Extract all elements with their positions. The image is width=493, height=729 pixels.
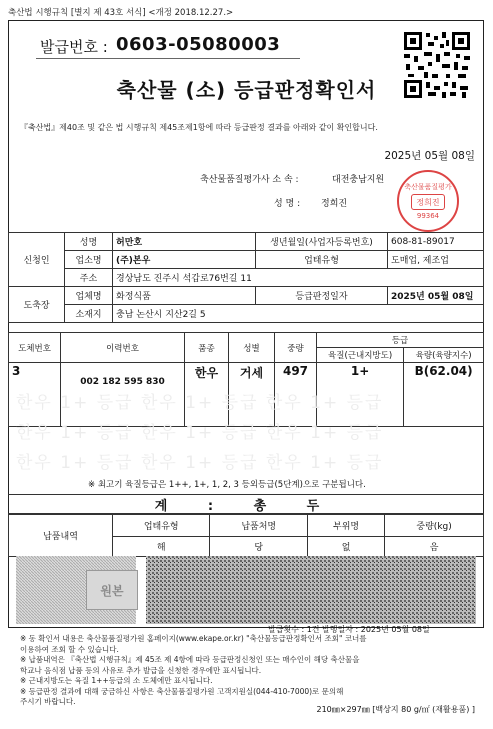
slaughter-company-label: 업체명 (65, 287, 113, 305)
address: 경상남도 진주시 석갑로76번길 11 (113, 269, 484, 287)
slaughter-group-label: 도축장 (9, 287, 65, 323)
note-line: 이용하여 조회 할 수 있습니다. (20, 644, 119, 654)
grading-date: 2025년 05월 08일 (388, 287, 484, 305)
carcass-no: 3 (9, 363, 61, 427)
slaughter-company: 화정식품 (113, 287, 256, 305)
weight-header: 중량 (275, 333, 317, 363)
sex: 거세 (229, 363, 275, 427)
applicant-birth: 608-81-89017 (388, 233, 484, 251)
grade-footnote: ※ 최고기 육질등급은 1++, 1+, 1, 2, 3 등외등급(5단계)으로 구분됩니다. (88, 480, 366, 490)
watermark-line: 한우 1+ 등급 한우 1+ 등급 한우 1+ 등급 (16, 423, 384, 443)
delivery-table (8, 514, 484, 557)
watermark-line: 한우 1+ 등급 한우 1+ 등급 한우 1+ 등급 (16, 393, 384, 413)
inspector-name-label: 성 명 : (274, 199, 301, 209)
delivery-row-label: 납품내역 (9, 515, 113, 557)
delivery-value: 당 (210, 537, 307, 557)
inspector-label: 축산물품질평가사 소 속 : (200, 175, 299, 185)
note-line: ※ 근내지방도는 육질 1++등급의 소 도체에만 표시됩니다. (20, 676, 213, 685)
applicant-birth-label: 생년월일(사업자등록번호) (256, 233, 388, 251)
note-line: 학교나 음식점 납품 등의 사유로 추가 발급을 신청한 경우에만 표시됩니다. (20, 665, 262, 675)
seal-top-text: 축산물품질평가 (404, 183, 452, 191)
address-label: 주소 (65, 269, 113, 287)
note-line: ※ 납품내역은 『축산법 시행규칙』제 45조 제 4항에 따라 등급판정신청인 또는 매수인이 해당 축산물을 (20, 655, 360, 664)
delivery-header-biz-type: 업태유형 (113, 515, 210, 537)
applicant-table (8, 232, 484, 323)
note-line: ※ 동 확인서 내용은 축산물품질평가원 홈페이지(www.ekape.or.kr) "축산물등급판정확인서 조회" 코너를 (20, 634, 367, 643)
paper-spec: 210㎜×297㎜ [백상지 80 g/㎡ (재활용품) ] (316, 705, 475, 714)
carcass-no-header: 도체번호 (9, 333, 61, 363)
total-head-count: 계 : 총 두 (8, 494, 484, 514)
security-pattern (16, 556, 476, 624)
yield-grade: B(62.04) (404, 363, 484, 427)
delivery-value: 없 (307, 537, 384, 557)
watermark-line: 한우 1+ 등급 한우 1+ 등급 한우 1+ 등급 (16, 453, 384, 473)
weight: 497 (275, 363, 317, 427)
applicant-name: 허만호 (113, 233, 256, 251)
meat-grade: 1+ (317, 363, 404, 427)
issue-info: 발급횟수 : 1건 발행일자 : 2025년 05월 08일 (268, 625, 430, 634)
delivery-header-cut: 부위명 (307, 515, 384, 537)
grading-date-label: 등급판정일자 (256, 287, 388, 305)
inspector-affiliation (200, 172, 385, 185)
cert-number-underline (36, 58, 300, 59)
delivery-header-recipient: 납품처명 (210, 515, 307, 537)
note-line: ※ 등급판정 결과에 대해 궁금하신 사항은 축산물품질평가원 고객지원실(044-410-7000)로 문의해 (20, 686, 344, 696)
seal-bottom-text: 99364 (416, 212, 440, 220)
business-name-label: 업소명 (65, 251, 113, 269)
form-note: 축산법 시행규칙 [별지 제 43호 서식] <개정 2018.12.27.> (8, 8, 234, 18)
yield-grade-header: 육량(육량지수) (404, 348, 484, 363)
delivery-header-weight: 중량(kg) (385, 515, 484, 537)
issue-date: 2025년 05월 08일 (384, 150, 475, 162)
note-line: 주시기 바랍니다. (20, 697, 76, 706)
law-statement: 『축산법』제40조 및 같은 법 시행규칙 제45조제1항에 따라 등급판정 결과를 아래와 같이 확인합니다. (20, 123, 378, 132)
cert-number-label: 발급번호 : (40, 38, 108, 56)
inspector-seal (397, 170, 459, 232)
slaughter-location: 충남 논산시 지산2길 5 (113, 305, 484, 323)
business-type: 도매업, 제조업 (388, 251, 484, 269)
applicant-name-label: 성명 (65, 233, 113, 251)
grade-watermark (16, 388, 476, 478)
sex-header: 성별 (229, 333, 275, 363)
breed-header: 품종 (185, 333, 229, 363)
business-type-label: 업태유형 (256, 251, 388, 269)
grade-header: 등급 (317, 333, 484, 348)
inspector-org: 대전충남지원 (332, 175, 385, 185)
delivery-value: 해 (113, 537, 210, 557)
inspector-name-row (274, 196, 347, 209)
seal-center-text: 정희진 (411, 194, 445, 210)
document-title: 축산물 (소) 등급판정확인서 (116, 78, 377, 102)
meat-grade-header: 육질(근내지방도) (317, 348, 404, 363)
business-name: (주)본우 (113, 251, 256, 269)
inspector-name: 정희진 (321, 199, 348, 209)
trace-no-header: 이력번호 (61, 333, 185, 363)
breed: 한우 (185, 363, 229, 427)
trace-no: 002 182 595 830 (61, 363, 185, 427)
original-stamp: 원본 (86, 570, 138, 610)
delivery-value: 음 (385, 537, 484, 557)
applicant-group-label: 신청인 (9, 233, 65, 287)
slaughter-location-label: 소재지 (65, 305, 113, 323)
cert-number: 0603-05080003 (116, 34, 281, 55)
footer-notes (20, 634, 480, 708)
